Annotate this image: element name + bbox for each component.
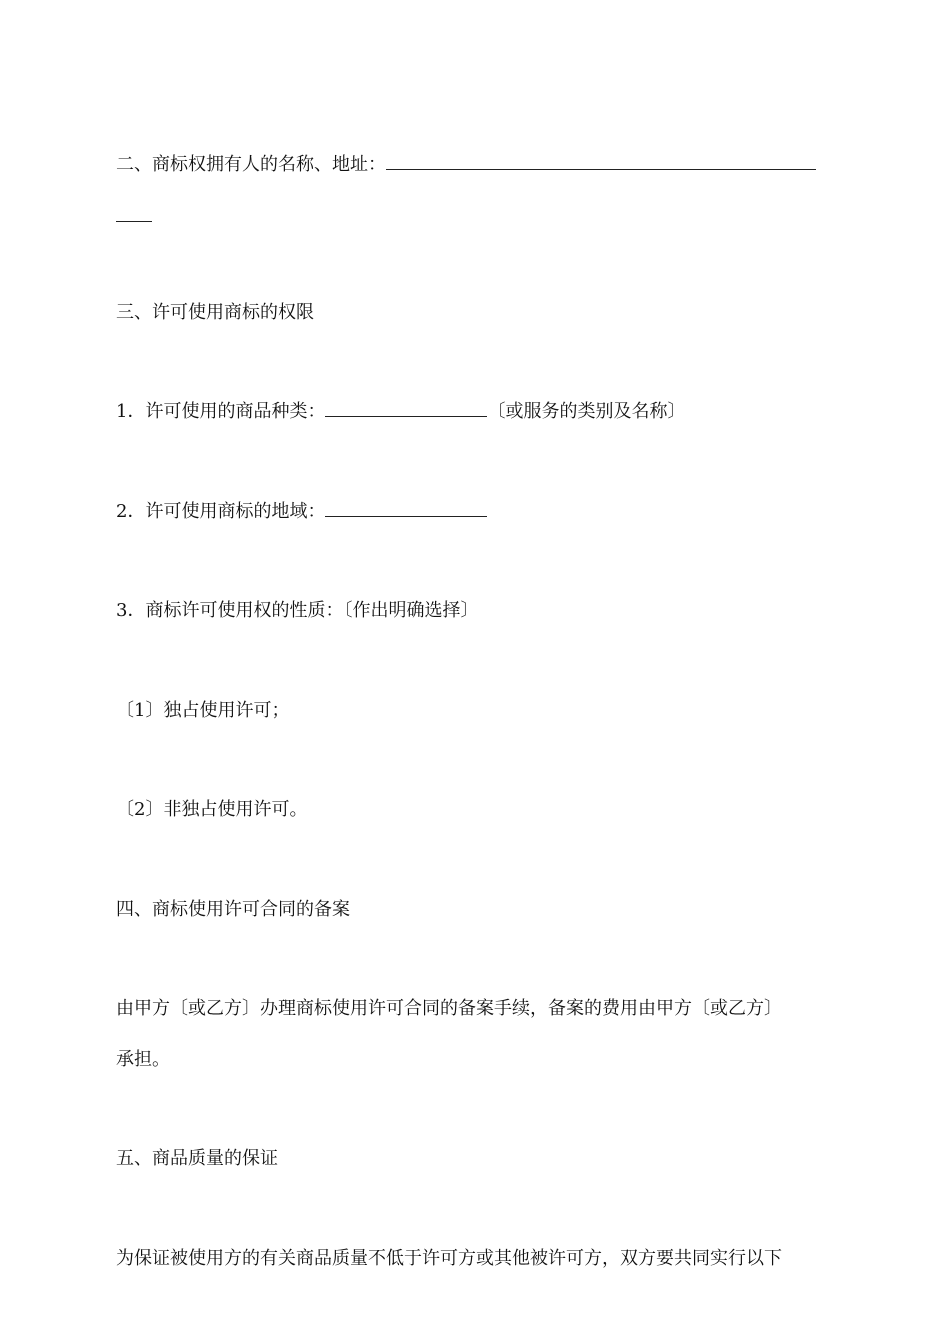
section4-paragraph-line1: 由甲方〔或乙方〕办理商标使用许可合同的备案手续，备案的费用由甲方〔或乙方〕 <box>116 998 782 1019</box>
section3-item1-line <box>116 400 685 424</box>
section2-owner-line <box>116 153 816 177</box>
option-exclusive-license: 〔1〕独占使用许可； <box>116 700 290 721</box>
section3-heading: 三、许可使用商标的权限 <box>116 302 314 323</box>
owner-name-address-blank[interactable] <box>386 155 816 170</box>
section5-heading: 五、商品质量的保证 <box>116 1148 278 1169</box>
section2-owner-line-continued <box>116 205 152 229</box>
section4-paragraph-line2: 承担。 <box>116 1049 170 1070</box>
item2-label: 2．许可使用商标的地域： <box>116 501 326 522</box>
option-non-exclusive-license: 〔2〕非独占使用许可。 <box>116 799 308 820</box>
item1-label: 1．许可使用的商品种类： <box>116 401 326 422</box>
section4-heading: 四、商标使用许可合同的备案 <box>116 899 350 920</box>
section2-owner-label: 二、商标权拥有人的名称、地址： <box>116 154 386 175</box>
region-blank[interactable] <box>325 502 487 517</box>
owner-name-address-blank-continued[interactable] <box>116 207 152 222</box>
item1-suffix: 〔或服务的类别及名称〕 <box>487 401 686 422</box>
goods-category-blank[interactable] <box>325 402 487 417</box>
section5-paragraph-line1: 为保证被使用方的有关商品质量不低于许可方或其他被许可方，双方要共同实行以下 <box>116 1248 782 1269</box>
section3-item3-line: 3．商标许可使用权的性质：〔作出明确选择〕 <box>116 600 479 621</box>
section3-item2-line <box>116 500 487 524</box>
